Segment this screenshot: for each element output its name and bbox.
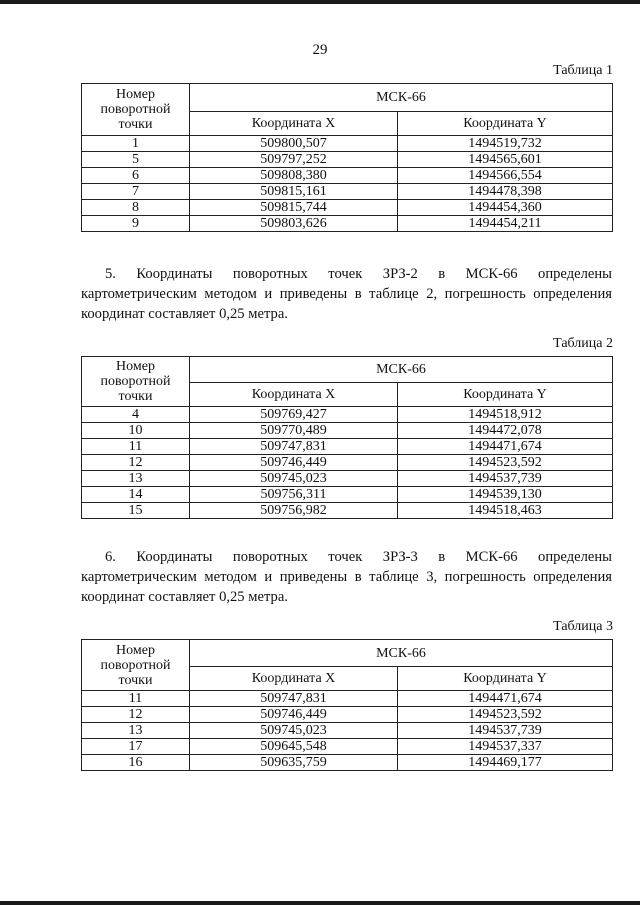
coordinate-y: 1494472,078 [398, 423, 613, 439]
coordinate-y: 1494523,592 [398, 455, 613, 471]
scan-edge-top [0, 0, 640, 4]
table-row [82, 407, 613, 423]
header-point-number: Номер поворотной точки [82, 640, 190, 691]
point-number: 6 [82, 168, 190, 184]
coordinate-x: 509797,252 [190, 152, 398, 168]
paragraph-line: 5. Координаты поворотных точек ЗРЗ-2 в МСК-66 определены [105, 266, 612, 282]
table-caption: Таблица 3 [553, 619, 613, 634]
coordinate-y: 1494518,463 [398, 503, 613, 519]
coordinate-y: 1494537,739 [398, 723, 613, 739]
coordinate-y: 1494478,398 [398, 184, 613, 200]
table-row [82, 439, 613, 455]
table-row [82, 136, 613, 152]
coordinate-y: 1494469,177 [398, 755, 613, 771]
coordinate-x: 509800,507 [190, 136, 398, 152]
point-number: 15 [82, 503, 190, 519]
header-point-number: Номер поворотной точки [82, 84, 190, 136]
header-coordinate-y: Координата Y [398, 383, 613, 407]
point-number: 4 [82, 407, 190, 423]
coordinate-y: 1494537,337 [398, 739, 613, 755]
coordinate-y: 1494519,732 [398, 136, 613, 152]
point-number: 13 [82, 471, 190, 487]
coordinate-y: 1494537,739 [398, 471, 613, 487]
coordinate-x: 509756,311 [190, 487, 398, 503]
coordinates-table-1 [81, 83, 613, 232]
header-coordinate-system: МСК-66 [190, 84, 613, 112]
coordinate-x: 509747,831 [190, 691, 398, 707]
point-number: 14 [82, 487, 190, 503]
point-number: 8 [82, 200, 190, 216]
scan-edge-bottom [0, 901, 640, 905]
table-row [82, 503, 613, 519]
table-row [82, 691, 613, 707]
header-coordinate-y: Координата Y [398, 112, 613, 136]
table-row [82, 471, 613, 487]
point-number: 12 [82, 707, 190, 723]
table-row [82, 723, 613, 739]
coordinate-x: 509770,489 [190, 423, 398, 439]
table-row [82, 487, 613, 503]
coordinates-table-2 [81, 356, 613, 519]
table-row [82, 152, 613, 168]
point-number: 12 [82, 455, 190, 471]
coordinate-x: 509769,427 [190, 407, 398, 423]
point-number: 16 [82, 755, 190, 771]
header-coordinate-system: МСК-66 [190, 640, 613, 667]
coordinate-x: 509815,161 [190, 184, 398, 200]
paragraph-line: 6. Координаты поворотных точек ЗРЗ-3 в МСК-66 определены [105, 549, 612, 565]
coordinate-y: 1494454,211 [398, 216, 613, 232]
table-row [82, 168, 613, 184]
table-row [82, 755, 613, 771]
point-number: 17 [82, 739, 190, 755]
table-row [82, 423, 613, 439]
paragraph-line: картометрическим методом и приведены в таблице 3, погрешность определения [81, 569, 612, 585]
point-number: 10 [82, 423, 190, 439]
coordinate-x: 509808,380 [190, 168, 398, 184]
coordinate-x: 509803,626 [190, 216, 398, 232]
coordinate-y: 1494565,601 [398, 152, 613, 168]
table-row [82, 707, 613, 723]
point-number: 11 [82, 439, 190, 455]
paragraph-line: картометрическим методом и приведены в таблице 2, погрешность определения [81, 286, 612, 302]
paragraph-line: координат составляет 0,25 метра. [81, 589, 288, 605]
coordinate-y: 1494454,360 [398, 200, 613, 216]
coordinate-x: 509745,023 [190, 471, 398, 487]
header-coordinate-x: Координата X [190, 667, 398, 691]
point-number: 9 [82, 216, 190, 232]
point-number: 1 [82, 136, 190, 152]
coordinates-table-3 [81, 639, 613, 771]
table-row [82, 216, 613, 232]
coordinate-y: 1494518,912 [398, 407, 613, 423]
paragraph-6 [81, 547, 612, 607]
header-coordinate-x: Координата X [190, 383, 398, 407]
point-number: 7 [82, 184, 190, 200]
table-row [82, 455, 613, 471]
table-caption: Таблица 1 [553, 63, 613, 78]
coordinate-x: 509746,449 [190, 707, 398, 723]
paragraph-line: координат составляет 0,25 метра. [81, 306, 288, 322]
coordinate-x: 509645,548 [190, 739, 398, 755]
header-coordinate-x: Координата X [190, 112, 398, 136]
coordinate-x: 509746,449 [190, 455, 398, 471]
coordinate-y: 1494523,592 [398, 707, 613, 723]
table-row [82, 200, 613, 216]
coordinate-x: 509815,744 [190, 200, 398, 216]
coordinate-x: 509745,023 [190, 723, 398, 739]
paragraph-5 [81, 264, 612, 324]
coordinate-y: 1494471,674 [398, 691, 613, 707]
page-number: 29 [312, 42, 328, 58]
coordinate-y: 1494539,130 [398, 487, 613, 503]
point-number: 13 [82, 723, 190, 739]
point-number: 11 [82, 691, 190, 707]
coordinate-x: 509747,831 [190, 439, 398, 455]
header-point-number: Номер поворотной точки [82, 357, 190, 407]
table-row [82, 184, 613, 200]
table-row [82, 739, 613, 755]
table-caption: Таблица 2 [553, 336, 613, 351]
coordinate-x: 509635,759 [190, 755, 398, 771]
coordinate-y: 1494471,674 [398, 439, 613, 455]
coordinate-x: 509756,982 [190, 503, 398, 519]
header-coordinate-system: МСК-66 [190, 357, 613, 383]
coordinate-y: 1494566,554 [398, 168, 613, 184]
header-coordinate-y: Координата Y [398, 667, 613, 691]
point-number: 5 [82, 152, 190, 168]
